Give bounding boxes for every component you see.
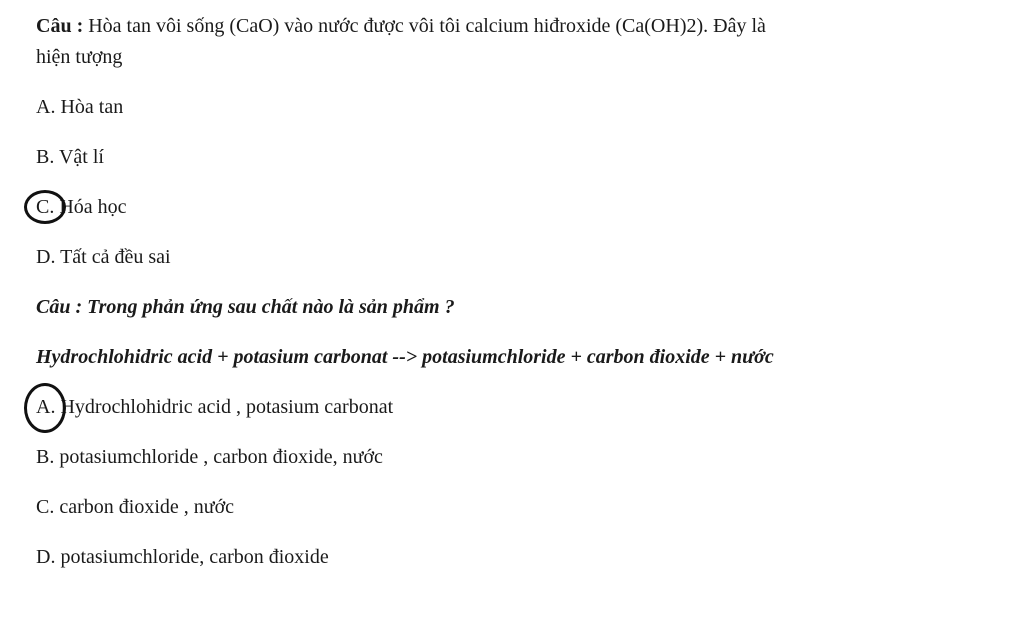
question1-option-a <box>36 95 123 119</box>
option-letter: A. <box>36 96 56 118</box>
question2-option-a <box>36 395 393 419</box>
option-letter: C. <box>36 196 55 218</box>
option-letter: B. <box>36 446 55 468</box>
question2-option-c <box>36 495 234 519</box>
answer-circle-mark <box>24 190 66 224</box>
question1-option-b <box>36 145 104 169</box>
question1-option-d <box>36 245 171 269</box>
option-text: Hóa học <box>54 196 127 218</box>
option-letter: C. <box>36 496 55 518</box>
answer-circle-mark <box>24 383 66 433</box>
question2-option-b <box>36 445 383 469</box>
option-text: potasiumchloride, carbon đioxide <box>55 546 329 568</box>
option-letter: D. <box>36 546 56 568</box>
option-text: Tất cả đều sai <box>55 246 171 268</box>
option-text: carbon đioxide , nước <box>54 496 235 518</box>
option-text: Vật lí <box>54 146 104 168</box>
question1-text-line1: Hòa tan vôi sống (CaO) vào nước được vôi tôi calcium hiđroxide (Ca(OH)2). Đây là <box>83 15 766 37</box>
question2-reaction: Hydrochlohidric acid + potasium carbonat --> potasiumchloride + carbon đioxide + nước <box>36 346 774 368</box>
option-text: potasiumchloride , carbon đioxide, nước <box>54 446 383 468</box>
option-text: Hòa tan <box>55 96 124 118</box>
question1-text-line2: hiện tượng <box>36 46 123 68</box>
question1-line1 <box>36 14 766 38</box>
option-letter: B. <box>36 146 55 168</box>
option-letter: D. <box>36 246 56 268</box>
question2-option-d <box>36 545 329 569</box>
question2-title: Câu : Trong phản ứng sau chất nào là sản phẩm ? <box>36 296 455 318</box>
question1-label: Câu : <box>36 15 84 37</box>
option-letter: A. <box>36 396 56 418</box>
option-text: Hydrochlohidric acid , potasium carbonat <box>55 396 394 418</box>
